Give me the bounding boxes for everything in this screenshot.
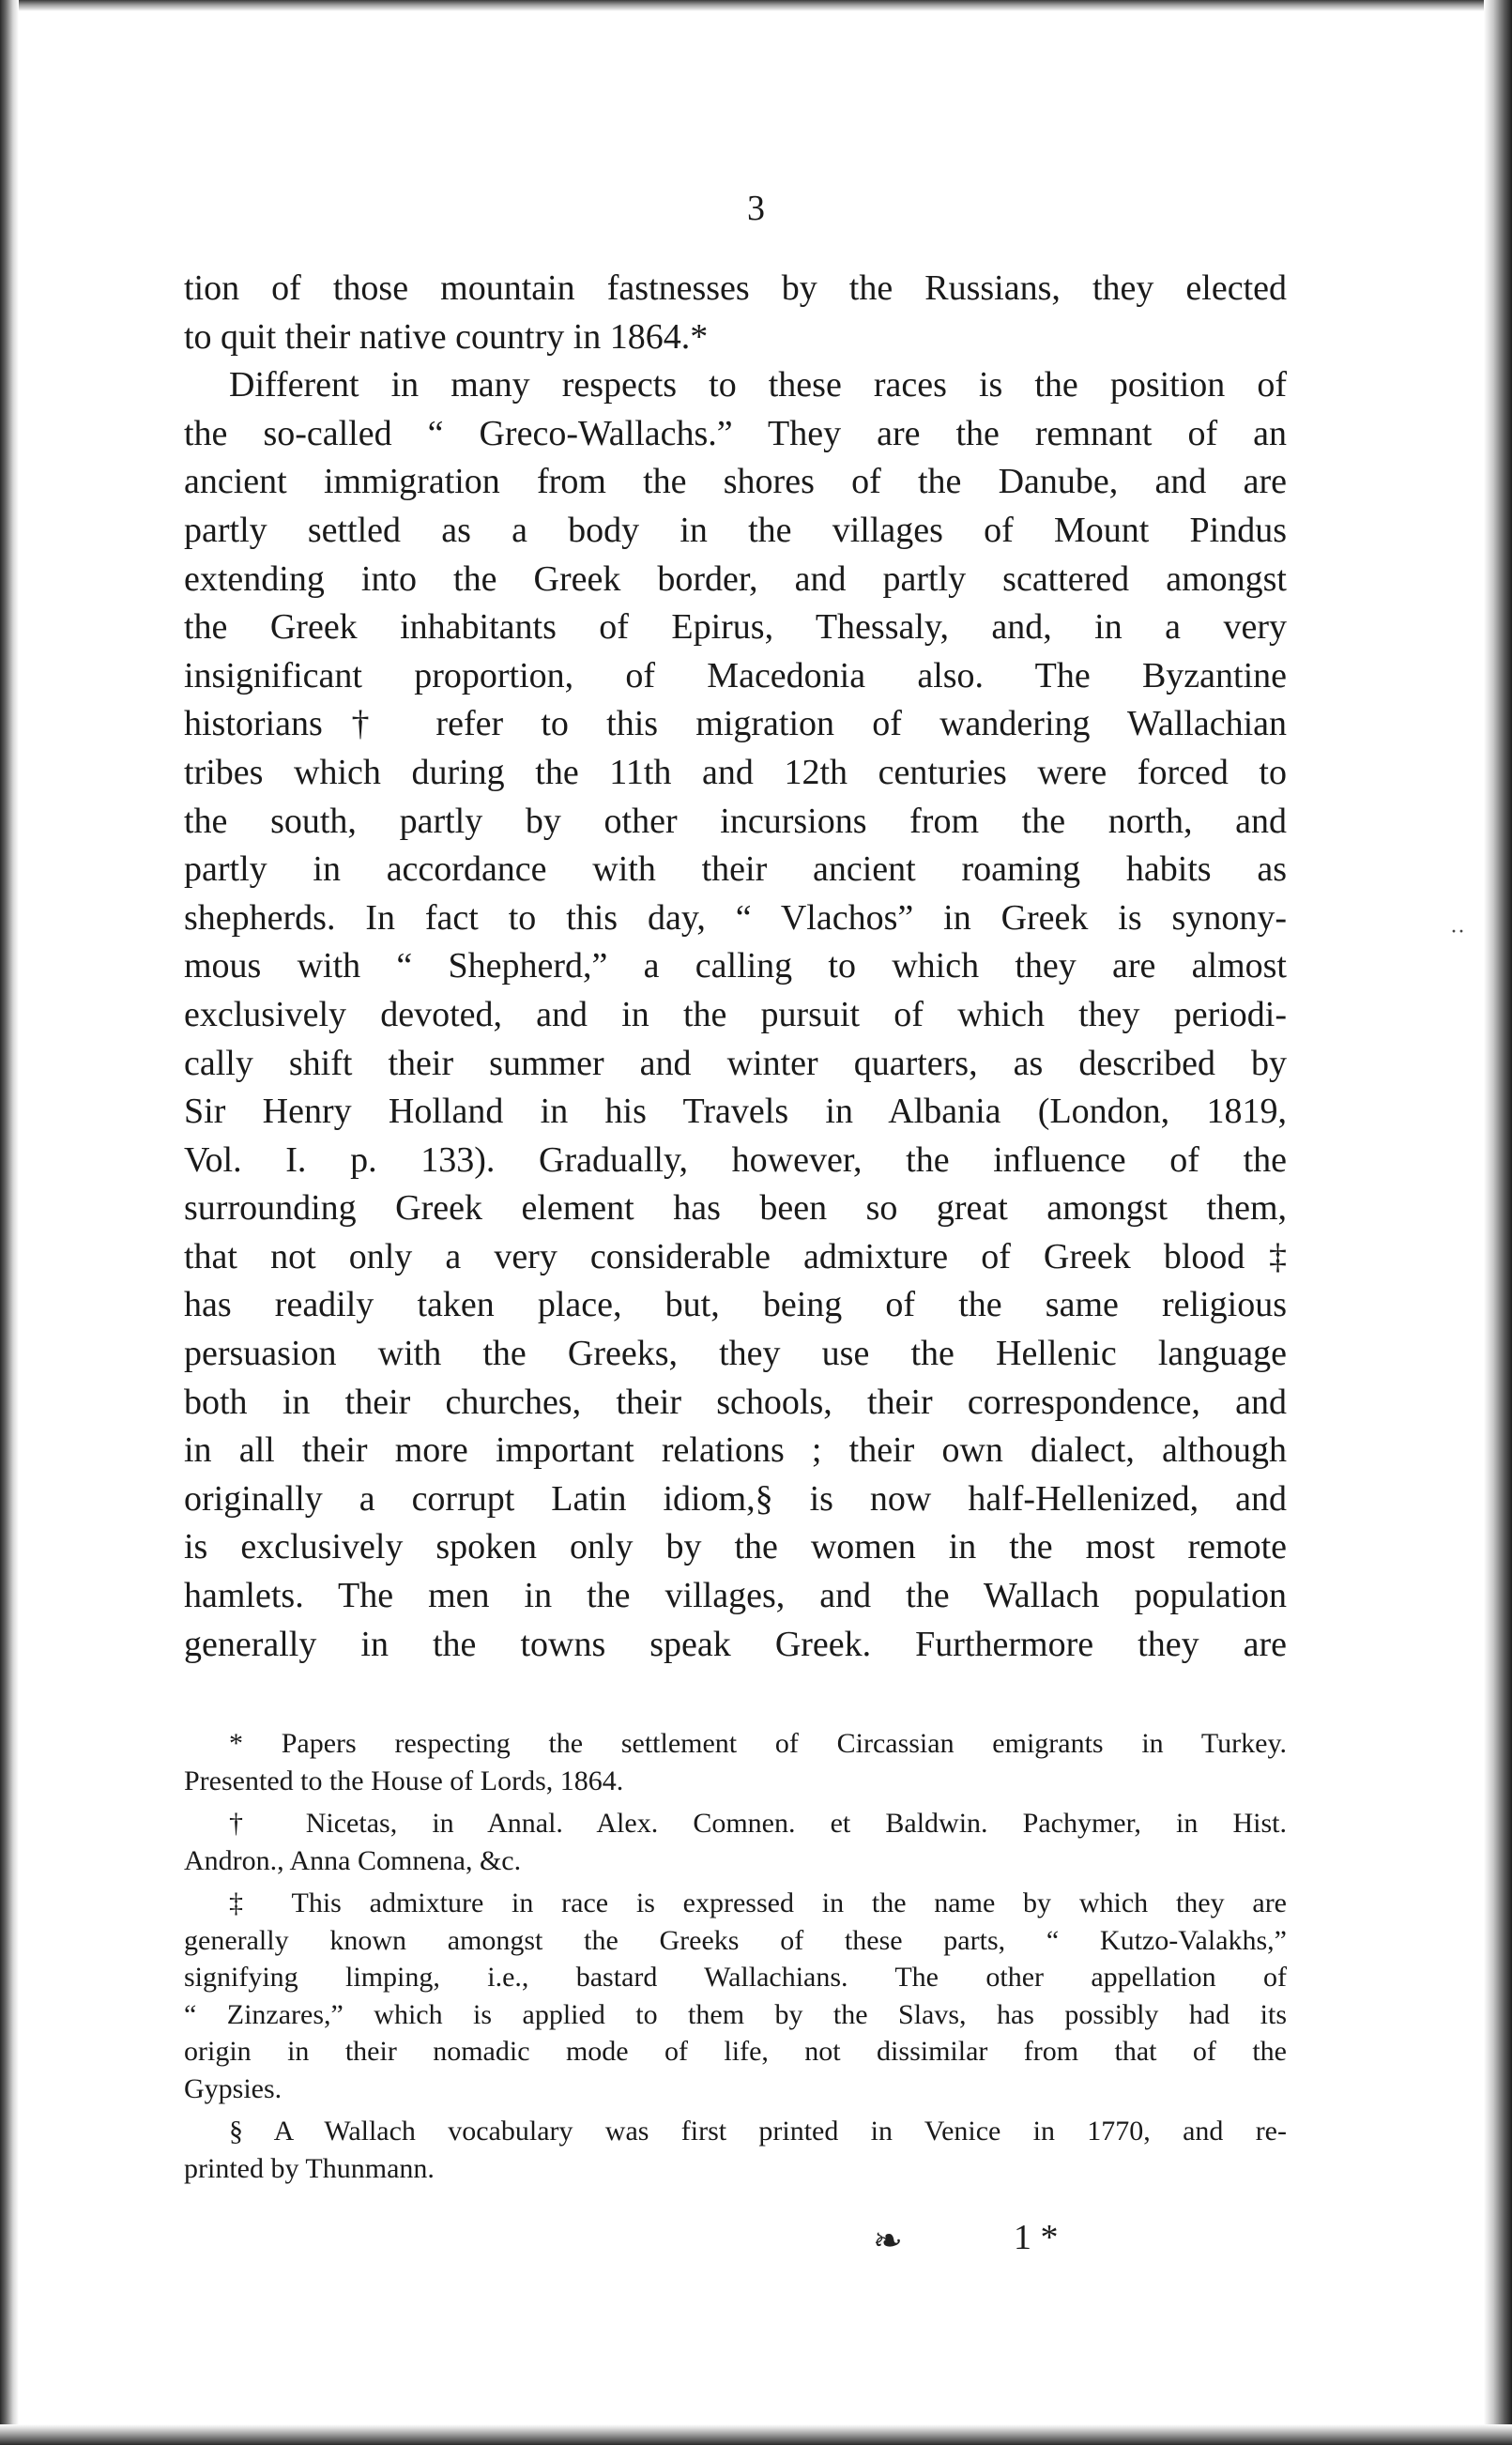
scan-edge-right <box>1484 0 1512 2445</box>
body-line: extending into the Greek border, and partly scattered amongst <box>184 558 1287 599</box>
footnote-line: Presented to the House of Lords, 1864. <box>184 1765 624 1796</box>
body-line: persuasion with the Greeks, they use the Hellenic language <box>184 1334 1287 1374</box>
body-line: is exclusively spoken only by the women in the most remote <box>184 1527 1287 1567</box>
scan-edge-top <box>0 0 1512 11</box>
footnote-line: § A Wallach vocabulary was first printed in Venice in 1770, and re- <box>229 2116 1287 2147</box>
footnote-line: generally known amongst the Greeks of these parts, “ Kutzo-Valakhs,” <box>184 1924 1287 1956</box>
body-line: originally a corrupt Latin idiom,§ is now half-Hellenized, and <box>184 1478 1287 1519</box>
body-line: historians† refer to this migration of wandering Wallachian <box>184 704 1287 744</box>
footnote-line: printed by Thunmann. <box>184 2152 435 2184</box>
body-line: hamlets. The men in the villages, and the Wallach population <box>184 1576 1287 1616</box>
body-line: insignificant proportion, of Macedonia also. The Byzantine <box>184 655 1287 695</box>
body-text <box>184 265 1287 1669</box>
footnote-line: † Nicetas, in Annal. Alex. Comnen. et Baldwin. Pachymer, in Hist. <box>229 1808 1287 1839</box>
footnote-line: origin in their nomadic mode of life, not dissimilar from that of the <box>184 2036 1287 2067</box>
footnote-line: ‡ This admixture in race is expressed in the name by which they are <box>229 1887 1287 1918</box>
body-line: that not only a very considerable admixture of Greek blood‡ <box>184 1236 1287 1276</box>
body-line: tribes which during the 11th and 12th centuries were forced to <box>184 752 1287 792</box>
body-line: surrounding Greek element has been so great amongst them, <box>184 1188 1287 1229</box>
ornament-icon: ❧ <box>873 2222 903 2261</box>
body-line: shepherds. In fact to this day, “ Vlachos” in Greek is synony- <box>184 897 1287 938</box>
body-line: exclusively devoted, and in the pursuit of which they periodi- <box>184 994 1287 1034</box>
body-line: both in their churches, their schools, their correspondence, and <box>184 1382 1287 1422</box>
body-line: partly settled as a body in the villages of Mount Pindus <box>184 510 1287 550</box>
footnote-line: “ Zinzares,” which is applied to them by the Slavs, has possibly had its <box>184 1998 1287 2030</box>
footnote-line: signifying limping, i.e., bastard Wallachians. The other appellation of <box>184 1962 1287 1993</box>
footnote-line: Gypsies. <box>184 2072 283 2104</box>
signature-row <box>873 2215 1107 2271</box>
body-line: the Greek inhabitants of Epirus, Thessaly, and, in a very <box>184 607 1287 648</box>
body-line: has readily taken place, but, being of the same religious <box>184 1285 1287 1325</box>
footnotes <box>184 1725 1287 2187</box>
margin-mark: ·· <box>1450 920 1465 944</box>
body-line: in all their more important relations ; their own dialect, although <box>184 1430 1287 1471</box>
signature-mark: 1 * <box>1014 2218 1059 2257</box>
body-line: tion of those mountain fastnesses by the Russians, they elected <box>184 268 1287 308</box>
body-line: ancient immigration from the shores of the Danube, and are <box>184 462 1287 502</box>
page-number: 3 <box>747 189 765 228</box>
body-line: to quit their native country in 1864.* <box>184 316 709 357</box>
scan-edge-left <box>0 0 19 2445</box>
scan-edge-bottom <box>0 2424 1512 2445</box>
body-line: cally shift their summer and winter quarters, as described by <box>184 1043 1287 1083</box>
footnote-line: * Papers respecting the settlement of Circassian emigrants in Turkey. <box>229 1728 1287 1759</box>
body-line: Vol. I. p. 133). Gradually, however, the influence of the <box>184 1139 1287 1180</box>
body-line: the so-called “ Greco-Wallachs.” They are the remnant of an <box>184 413 1287 453</box>
body-line: mous with “ Shepherd,” a calling to which they are almost <box>184 946 1287 986</box>
body-line: generally in the towns speak Greek. Furthermore they are <box>184 1624 1287 1664</box>
footnote-line: Andron., Anna Comnena, &c. <box>184 1844 522 1876</box>
body-line: Different in many respects to these races is the position of <box>229 365 1287 405</box>
body-line: the south, partly by other incursions from the north, and <box>184 801 1287 841</box>
body-line: Sir Henry Holland in his Travels in Albania (London, 1819, <box>184 1092 1287 1132</box>
body-line: partly in accordance with their ancient roaming habits as <box>184 849 1287 890</box>
